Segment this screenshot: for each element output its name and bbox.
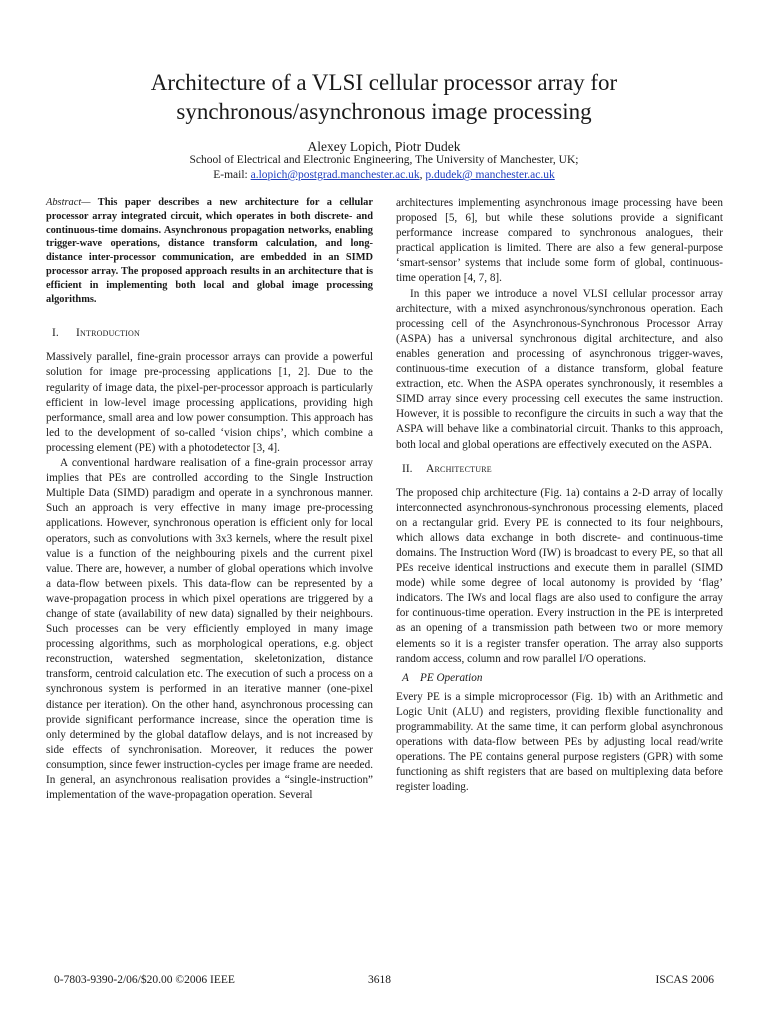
email-line (40, 168, 728, 183)
arch-paragraph-1: The proposed chip architecture (Fig. 1a) contains a 2-D array of locally interconnected asynchronous-synchronous processing elements, placed on a rectangular grid. Every PE is connected to its four neighbours, which allows data exchange in both discrete- and continuous-time domains. The Instruction Word (IW) is broadcast to every PE, so that all PEs receive identical instructions and execute them in parallel (SIMD mode) while some degree of local autonomy is provided by ‘flag’ indicators. The IWs and local flags are also used to configure the array for continuous-time operation. Every instruction in the PE is interpreted as an opening of a transmission path between two or more memory elements so it is a register transfer operation. The array also supports random access, column and row parallel I/O operations. (396, 486, 723, 665)
abstract-text: This paper describes a new architecture for a cellular processor array integrated circuit, which operates in both discrete- and continuous-time domains. Asynchronous propagation networks, enabling trigger-wave operations, distance transform calculation, and long-distance inter-processor communication, are embedded in an SIMD processor array. The proposed approach results in an architecture that is efficient in implementing both local and global image processing algorithms. (46, 197, 373, 305)
right-column (396, 196, 723, 795)
intro-paragraph-4: In this paper we introduce a novel VLSI cellular processor array architecture, with a mixed asynchronous/synchronous operation. Each processing cell of the Asynchronous-Synchronous Processor Array (ASPA) has a universal synchronous digital architecture, and also enables generation and processing of asynchronous trigger-waves, continuous-time execution of a distance transform, global feature extraction, etc. When the ASPA operates synchronously, it resembles a SIMD array since every processing cell executes the same instruction. However, it is possible to reconfigure the circuits in such a way that the ASPA will behave like a combinatorial circuit. Thanks to this approach, both local and global operations are effectively executed on the ASPA. (396, 287, 723, 451)
section-heading-introduction (46, 326, 373, 341)
left-column (46, 196, 373, 803)
email-prefix: E-mail: (213, 169, 251, 181)
email-separator: , (419, 169, 426, 181)
intro-paragraph-1: Massively parallel, fine-grain processor arrays can provide a powerful solution for image pre-processing applications [1, 2]. Due to the regularity of image data, the pixel-per-processor approach is particularly efficient in low-level image processing applications, providing high performance, small area and low power consumption. This approach has led to the development of so-called ‘vision chips’, which combine a processing element (PE) with a photodetector [3, 4]. (46, 351, 373, 454)
arch-paragraph-2: Every PE is a simple microprocessor (Fig. 1b) with an Arithmetic and Logic Unit (ALU) and registers, providing flexible functionality and programmability. At the same time, it can perform global asynchronous operations with data-flow between PEs by adjusting local read/write operations. The PE contains general purpose registers (GPR) with some functioning as shift registers that are based on multiplexing data before register loading. (396, 690, 723, 794)
page-number: 3618 (368, 974, 391, 986)
title-line-2: synchronous/asynchronous image processing (176, 99, 592, 124)
email-link-lopich[interactable]: a.lopich@postgrad.manchester.ac.uk (250, 169, 420, 181)
title-line-1: Architecture of a VLSI cellular processor array for (150, 70, 618, 95)
conference-name: ISCAS 2006 (655, 974, 714, 986)
section-number: II. (402, 462, 413, 475)
authors: Alexey Lopich, Piotr Dudek (307, 139, 461, 154)
subsection-number: A (402, 671, 409, 684)
abstract (46, 196, 373, 306)
paper-title (40, 68, 728, 126)
footer-copyright: 0-7803-9390-2/06/$20.00 ©2006 IEEE (54, 974, 235, 986)
abstract-lead: Abstract— (46, 197, 91, 208)
section-number: I. (52, 327, 59, 340)
section-title: Introduction (76, 327, 141, 340)
subsection-heading-pe-operation (396, 671, 723, 686)
section-title: Architecture (426, 462, 492, 475)
email-link-dudek[interactable]: p.dudek@ manchester.ac.uk (425, 169, 555, 181)
section-heading-architecture (396, 462, 723, 477)
subsection-title: PE Operation (420, 671, 483, 684)
intro-paragraph-3: architectures implementing asynchronous image processing have been proposed [5, 6], but while these solutions provide a significant performance increase compared to synchronous analogues, their practical application is limited. There are also a few general-purpose ‘smart-sensor’ systems that include some form of global, continuous-time operation [4, 7, 8]. (396, 197, 723, 285)
intro-paragraph-2: A conventional hardware realisation of a fine-grain processor array implies that PEs are controlled according to the Single Instruction Multiple Data (SIMD) paradigm and operate in a synchronous manner. Such an approach is very effective in many image pre-processing applications. However, synchronous operation is efficient only for local operators, such as convolutions with 3x3 kernels, where the result pixel value is a function of the neighbouring pixels and the current pixel value. There are, however, a number of global operations which involve a data-flow between pixels. This data-flow can be represented by a wave-propagation process in which pixel operations are triggered by a change of state (availability of new data) signalled by their neighbours. Such processes can be very efficiently employed in many image processing algorithms, such as morphological operations, e.g. object reconstruction, watershed segmentation, skeletonization, distance transform, centroid calculation etc. The execution of such a process on a synchronous system is performed in an iterative manner (one-pixel distance per iteration). On the other hand, asynchronous processing can provide significant performance increase, since the operation time is only determined by the global dataflow delays, and is not increased by side effects of synchronisation. Moreover, it reduces the power consumption, since fewer instruction-cycles per image frame are needed. In general, an asynchronous realisation provides a “single-instruction” implementation of the wave-propagation operation. Several (46, 457, 373, 802)
affiliation: School of Electrical and Electronic Engineering, The University of Manchester, UK; (189, 154, 579, 166)
